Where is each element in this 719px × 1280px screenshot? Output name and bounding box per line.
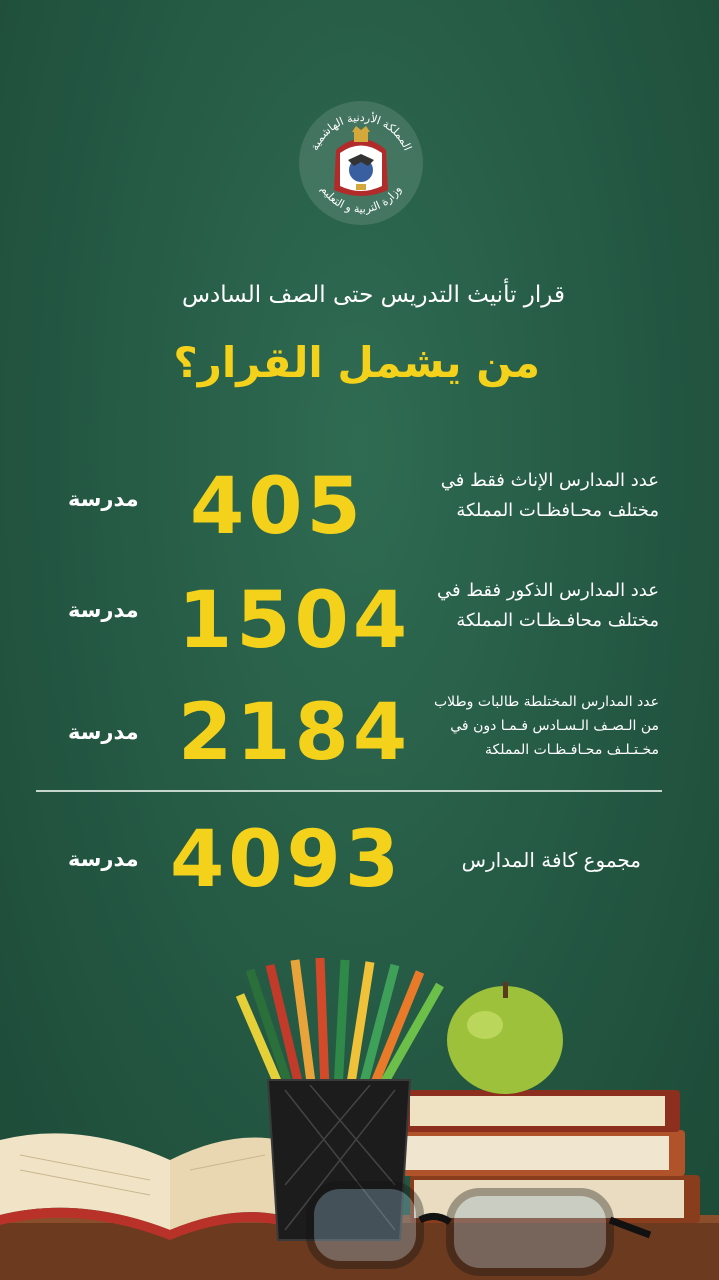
stat-label-line: عدد المدارس المختلطة طالبات وطلاب — [434, 694, 659, 710]
stat-unit: مدرسة — [68, 720, 139, 744]
stat-label — [434, 690, 659, 762]
subtitle: قرار تأنيث التدريس حتى الصف السادس — [181, 282, 565, 308]
apple-icon — [447, 982, 563, 1094]
stat-label-line: عدد المدارس الذكور فقط في — [437, 580, 659, 601]
stat-row-male — [0, 572, 719, 672]
divider — [36, 790, 662, 792]
glasses-icon — [310, 1185, 650, 1272]
emblem-text-top: المملكة الأردنية الهاشمية — [307, 110, 415, 153]
stat-value: 1504 — [178, 576, 412, 666]
total-value: 4093 — [170, 815, 404, 905]
school-supplies-illustration — [0, 930, 719, 1280]
stat-unit: مدرسة — [68, 487, 139, 511]
stat-label-line: مختلف محـافظـات المملكة — [456, 500, 659, 521]
emblem-text-bottom: وزارة التربية و التعليم — [318, 183, 404, 216]
total-unit: مدرسة — [68, 847, 139, 871]
stat-value: 405 — [190, 462, 365, 552]
stat-value: 2184 — [178, 688, 412, 778]
stat-unit: مدرسة — [68, 598, 139, 622]
stat-label — [441, 466, 659, 526]
total-label: مجموع كافة المدارس — [461, 848, 641, 872]
stat-label-line: من الـصـف الـسـادس فـمـا دون في — [450, 718, 659, 734]
page-title: من يشمل القرار؟ — [173, 338, 540, 387]
stat-label-line: مخـتـلـف محـافـظـات المملكة — [484, 742, 659, 758]
stat-label — [437, 576, 659, 636]
stat-label-line: عدد المدارس الإناث فقط في — [440, 470, 659, 491]
stat-row-female — [0, 462, 719, 562]
stat-row-mixed — [0, 688, 719, 788]
stat-label-line: مختلف محافـظـات المملكة — [456, 610, 659, 631]
ministry-emblem — [296, 98, 426, 228]
stat-row-total — [0, 815, 719, 915]
